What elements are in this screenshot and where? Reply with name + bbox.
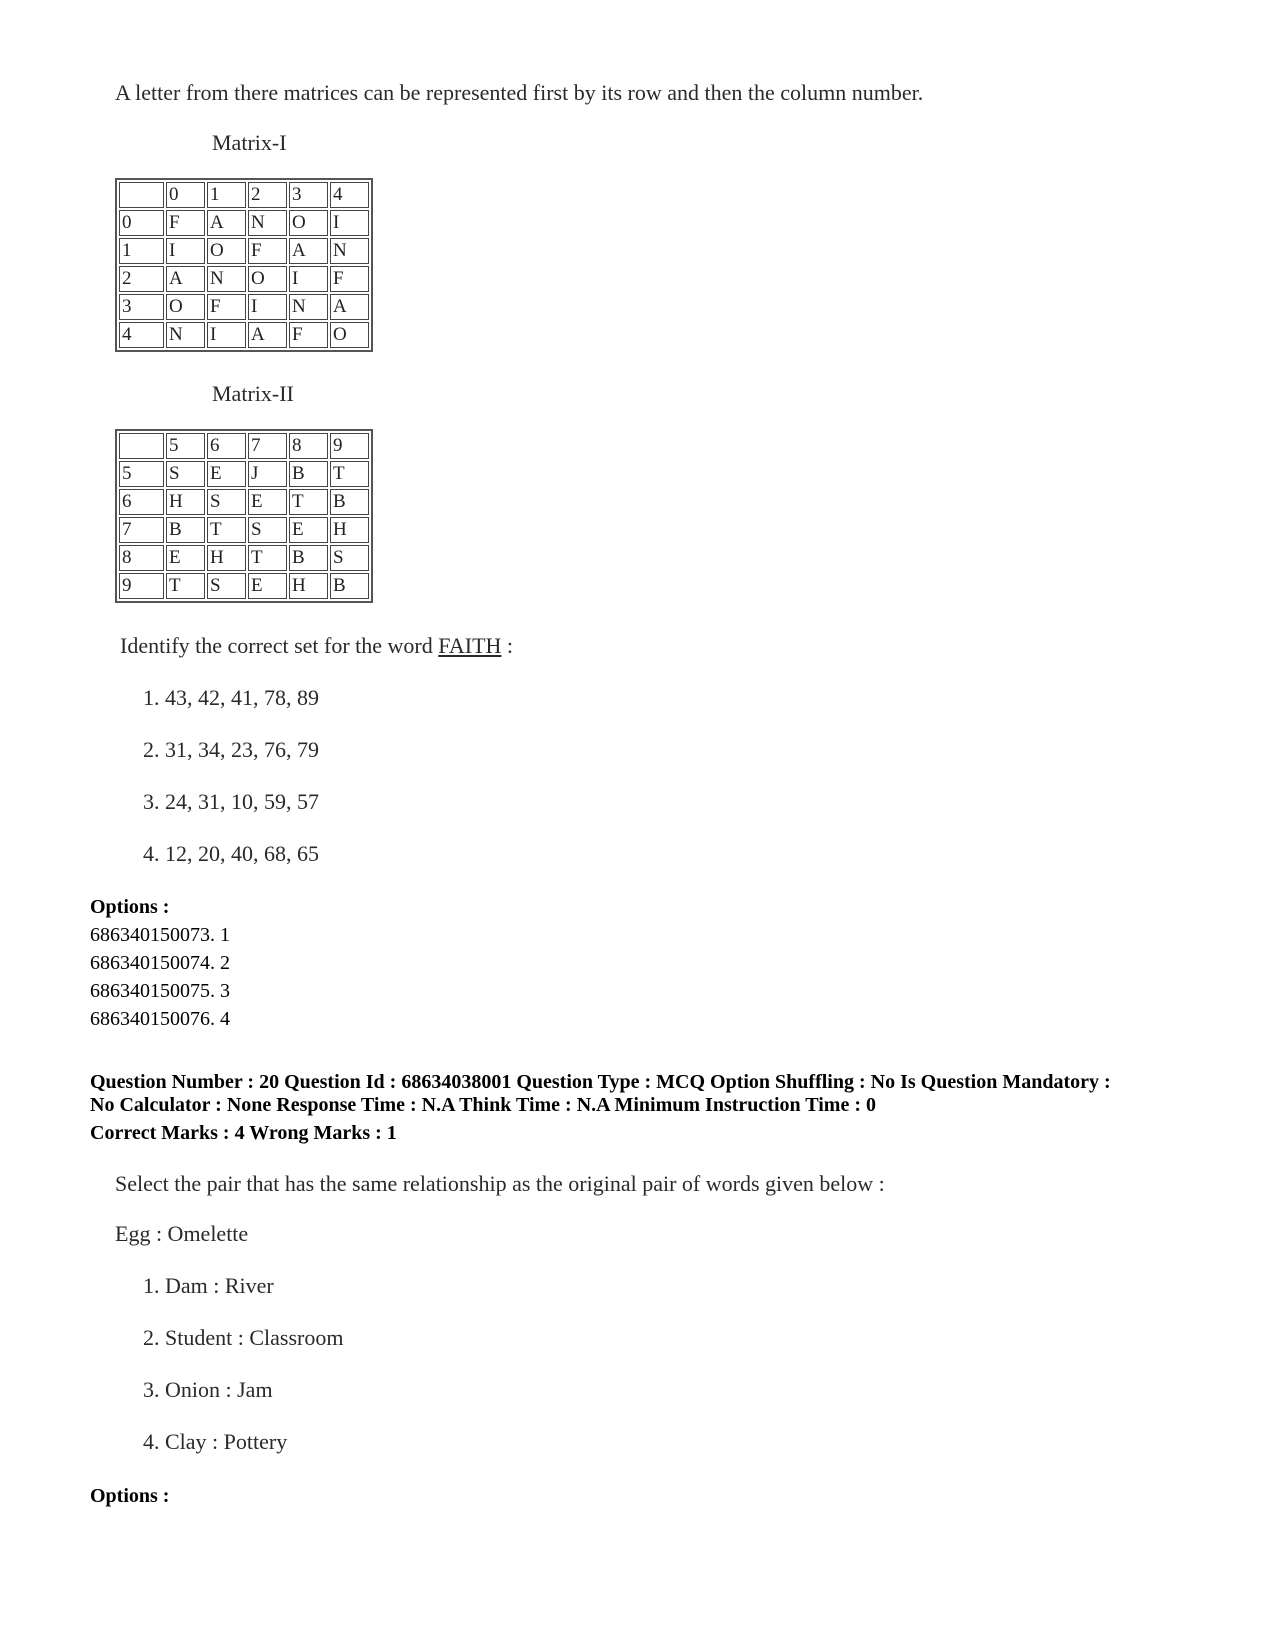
matrix-2-title: Matrix-II	[212, 381, 294, 406]
q20-choice: 4. Clay : Pottery	[143, 1429, 288, 1454]
faith-prompt-suffix: :	[501, 633, 514, 658]
matrix-2-header-row	[119, 433, 369, 459]
matrix-1-row-header: 3	[119, 294, 164, 320]
matrix-cell: J	[248, 461, 287, 487]
matrix-2-row-header: 7	[119, 517, 164, 543]
matrix-cell: A	[289, 238, 328, 264]
matrix-cell: F	[248, 238, 287, 264]
matrix-cell: A	[207, 210, 246, 236]
q20-choice: 2. Student : Classroom	[143, 1325, 344, 1350]
matrix-cell: I	[207, 322, 246, 348]
matrix-cell: N	[248, 210, 287, 236]
matrix-cell: S	[330, 545, 369, 571]
matrix-1-header-row	[119, 182, 369, 208]
matrix-2-row-header: 9	[119, 573, 164, 599]
matrix-cell: S	[166, 461, 205, 487]
q19-option-id: 686340150074. 2	[90, 952, 230, 974]
matrix-cell: E	[207, 461, 246, 487]
matrix-cell: I	[330, 210, 369, 236]
matrix-2-row-header: 6	[119, 489, 164, 515]
matrix-cell	[119, 182, 164, 208]
matrix-cell: B	[330, 489, 369, 515]
q19-choice: 2. 31, 34, 23, 76, 79	[143, 737, 319, 762]
matrix-cell: H	[289, 573, 328, 599]
q19-choice: 3. 24, 31, 10, 59, 57	[143, 789, 319, 814]
matrix-1-col-header: 1	[207, 182, 246, 208]
matrix-cell: H	[330, 517, 369, 543]
matrix-cell: N	[289, 294, 328, 320]
matrix-cell: N	[207, 266, 246, 292]
matrix-1-row	[119, 238, 369, 264]
q19-option-id: 686340150076. 4	[90, 1008, 230, 1030]
matrix-cell: B	[330, 573, 369, 599]
matrix-cell: E	[248, 573, 287, 599]
q20-options-label: Options :	[90, 1485, 170, 1507]
matrix-cell: S	[207, 573, 246, 599]
matrix-1-title: Matrix-I	[212, 130, 287, 155]
matrix-1-table	[115, 178, 373, 352]
matrix-1-row-header: 0	[119, 210, 164, 236]
matrix-cell: E	[166, 545, 205, 571]
matrix-cell: T	[166, 573, 205, 599]
matrix-1-col-header: 4	[330, 182, 369, 208]
q19-choice: 4. 12, 20, 40, 68, 65	[143, 841, 319, 866]
matrix-2-col-header: 6	[207, 433, 246, 459]
matrix-cell: O	[330, 322, 369, 348]
matrix-cell: T	[330, 461, 369, 487]
matrix-cell: H	[166, 489, 205, 515]
matrix-2-row	[119, 573, 369, 599]
q19-options-label: Options :	[90, 896, 170, 918]
matrix-cell: N	[166, 322, 205, 348]
matrix-cell: I	[248, 294, 287, 320]
matrix-cell: F	[330, 266, 369, 292]
matrix-intro-text: A letter from there matrices can be represented first by its row and then the column number.	[115, 80, 924, 105]
matrix-1-col-header: 0	[166, 182, 205, 208]
faith-prompt-prefix: Identify the correct set for the word	[120, 633, 439, 658]
matrix-cell: F	[207, 294, 246, 320]
matrix-cell: F	[166, 210, 205, 236]
matrix-2-col-header: 5	[166, 433, 205, 459]
matrix-2-row	[119, 461, 369, 487]
faith-prompt-word: FAITH	[438, 633, 502, 658]
q20-question-text: Select the pair that has the same relationship as the original pair of words given below :	[115, 1171, 885, 1196]
matrix-1-col-header: 2	[248, 182, 287, 208]
faith-prompt	[120, 633, 513, 659]
matrix-cell: N	[330, 238, 369, 264]
matrix-cell: B	[166, 517, 205, 543]
matrix-cell: I	[289, 266, 328, 292]
matrix-cell: T	[248, 545, 287, 571]
q20-meta-line-1: Question Number : 20 Question Id : 68634038001 Question Type : MCQ Option Shuffling : No Is Question Mandatory :	[90, 1071, 1111, 1093]
matrix-cell: B	[289, 545, 328, 571]
q19-option-id: 686340150075. 3	[90, 980, 230, 1002]
matrix-cell: O	[207, 238, 246, 264]
matrix-cell: S	[207, 489, 246, 515]
q20-word-pair: Egg : Omelette	[115, 1221, 249, 1246]
matrix-cell: A	[248, 322, 287, 348]
matrix-cell: F	[289, 322, 328, 348]
q20-choice: 1. Dam : River	[143, 1273, 274, 1298]
matrix-cell: O	[248, 266, 287, 292]
q20-choice: 3. Onion : Jam	[143, 1377, 273, 1402]
q19-choice: 1. 43, 42, 41, 78, 89	[143, 685, 319, 710]
q20-meta-line-2: No Calculator : None Response Time : N.A Think Time : N.A Minimum Instruction Time : 0	[90, 1094, 876, 1116]
matrix-2-row-header: 5	[119, 461, 164, 487]
matrix-2-col-header: 8	[289, 433, 328, 459]
matrix-2-col-header: 7	[248, 433, 287, 459]
matrix-2-row	[119, 489, 369, 515]
matrix-cell: E	[289, 517, 328, 543]
matrix-2-table	[115, 429, 373, 603]
matrix-1-row-header: 4	[119, 322, 164, 348]
matrix-cell: H	[207, 545, 246, 571]
matrix-2-row	[119, 545, 369, 571]
matrix-1-row	[119, 322, 369, 348]
matrix-cell: S	[248, 517, 287, 543]
matrix-cell: O	[289, 210, 328, 236]
matrix-cell: T	[289, 489, 328, 515]
matrix-1-row	[119, 210, 369, 236]
matrix-cell	[119, 433, 164, 459]
matrix-cell: I	[166, 238, 205, 264]
q20-marks-line: Correct Marks : 4 Wrong Marks : 1	[90, 1122, 397, 1144]
matrix-cell: A	[330, 294, 369, 320]
matrix-cell: T	[207, 517, 246, 543]
matrix-1-col-header: 3	[289, 182, 328, 208]
matrix-2-row	[119, 517, 369, 543]
matrix-1-row	[119, 294, 369, 320]
matrix-1-row-header: 1	[119, 238, 164, 264]
q19-option-id: 686340150073. 1	[90, 924, 230, 946]
matrix-cell: B	[289, 461, 328, 487]
matrix-2-row-header: 8	[119, 545, 164, 571]
matrix-cell: E	[248, 489, 287, 515]
matrix-cell: O	[166, 294, 205, 320]
matrix-1-row	[119, 266, 369, 292]
matrix-2-col-header: 9	[330, 433, 369, 459]
matrix-1-row-header: 2	[119, 266, 164, 292]
matrix-cell: A	[166, 266, 205, 292]
